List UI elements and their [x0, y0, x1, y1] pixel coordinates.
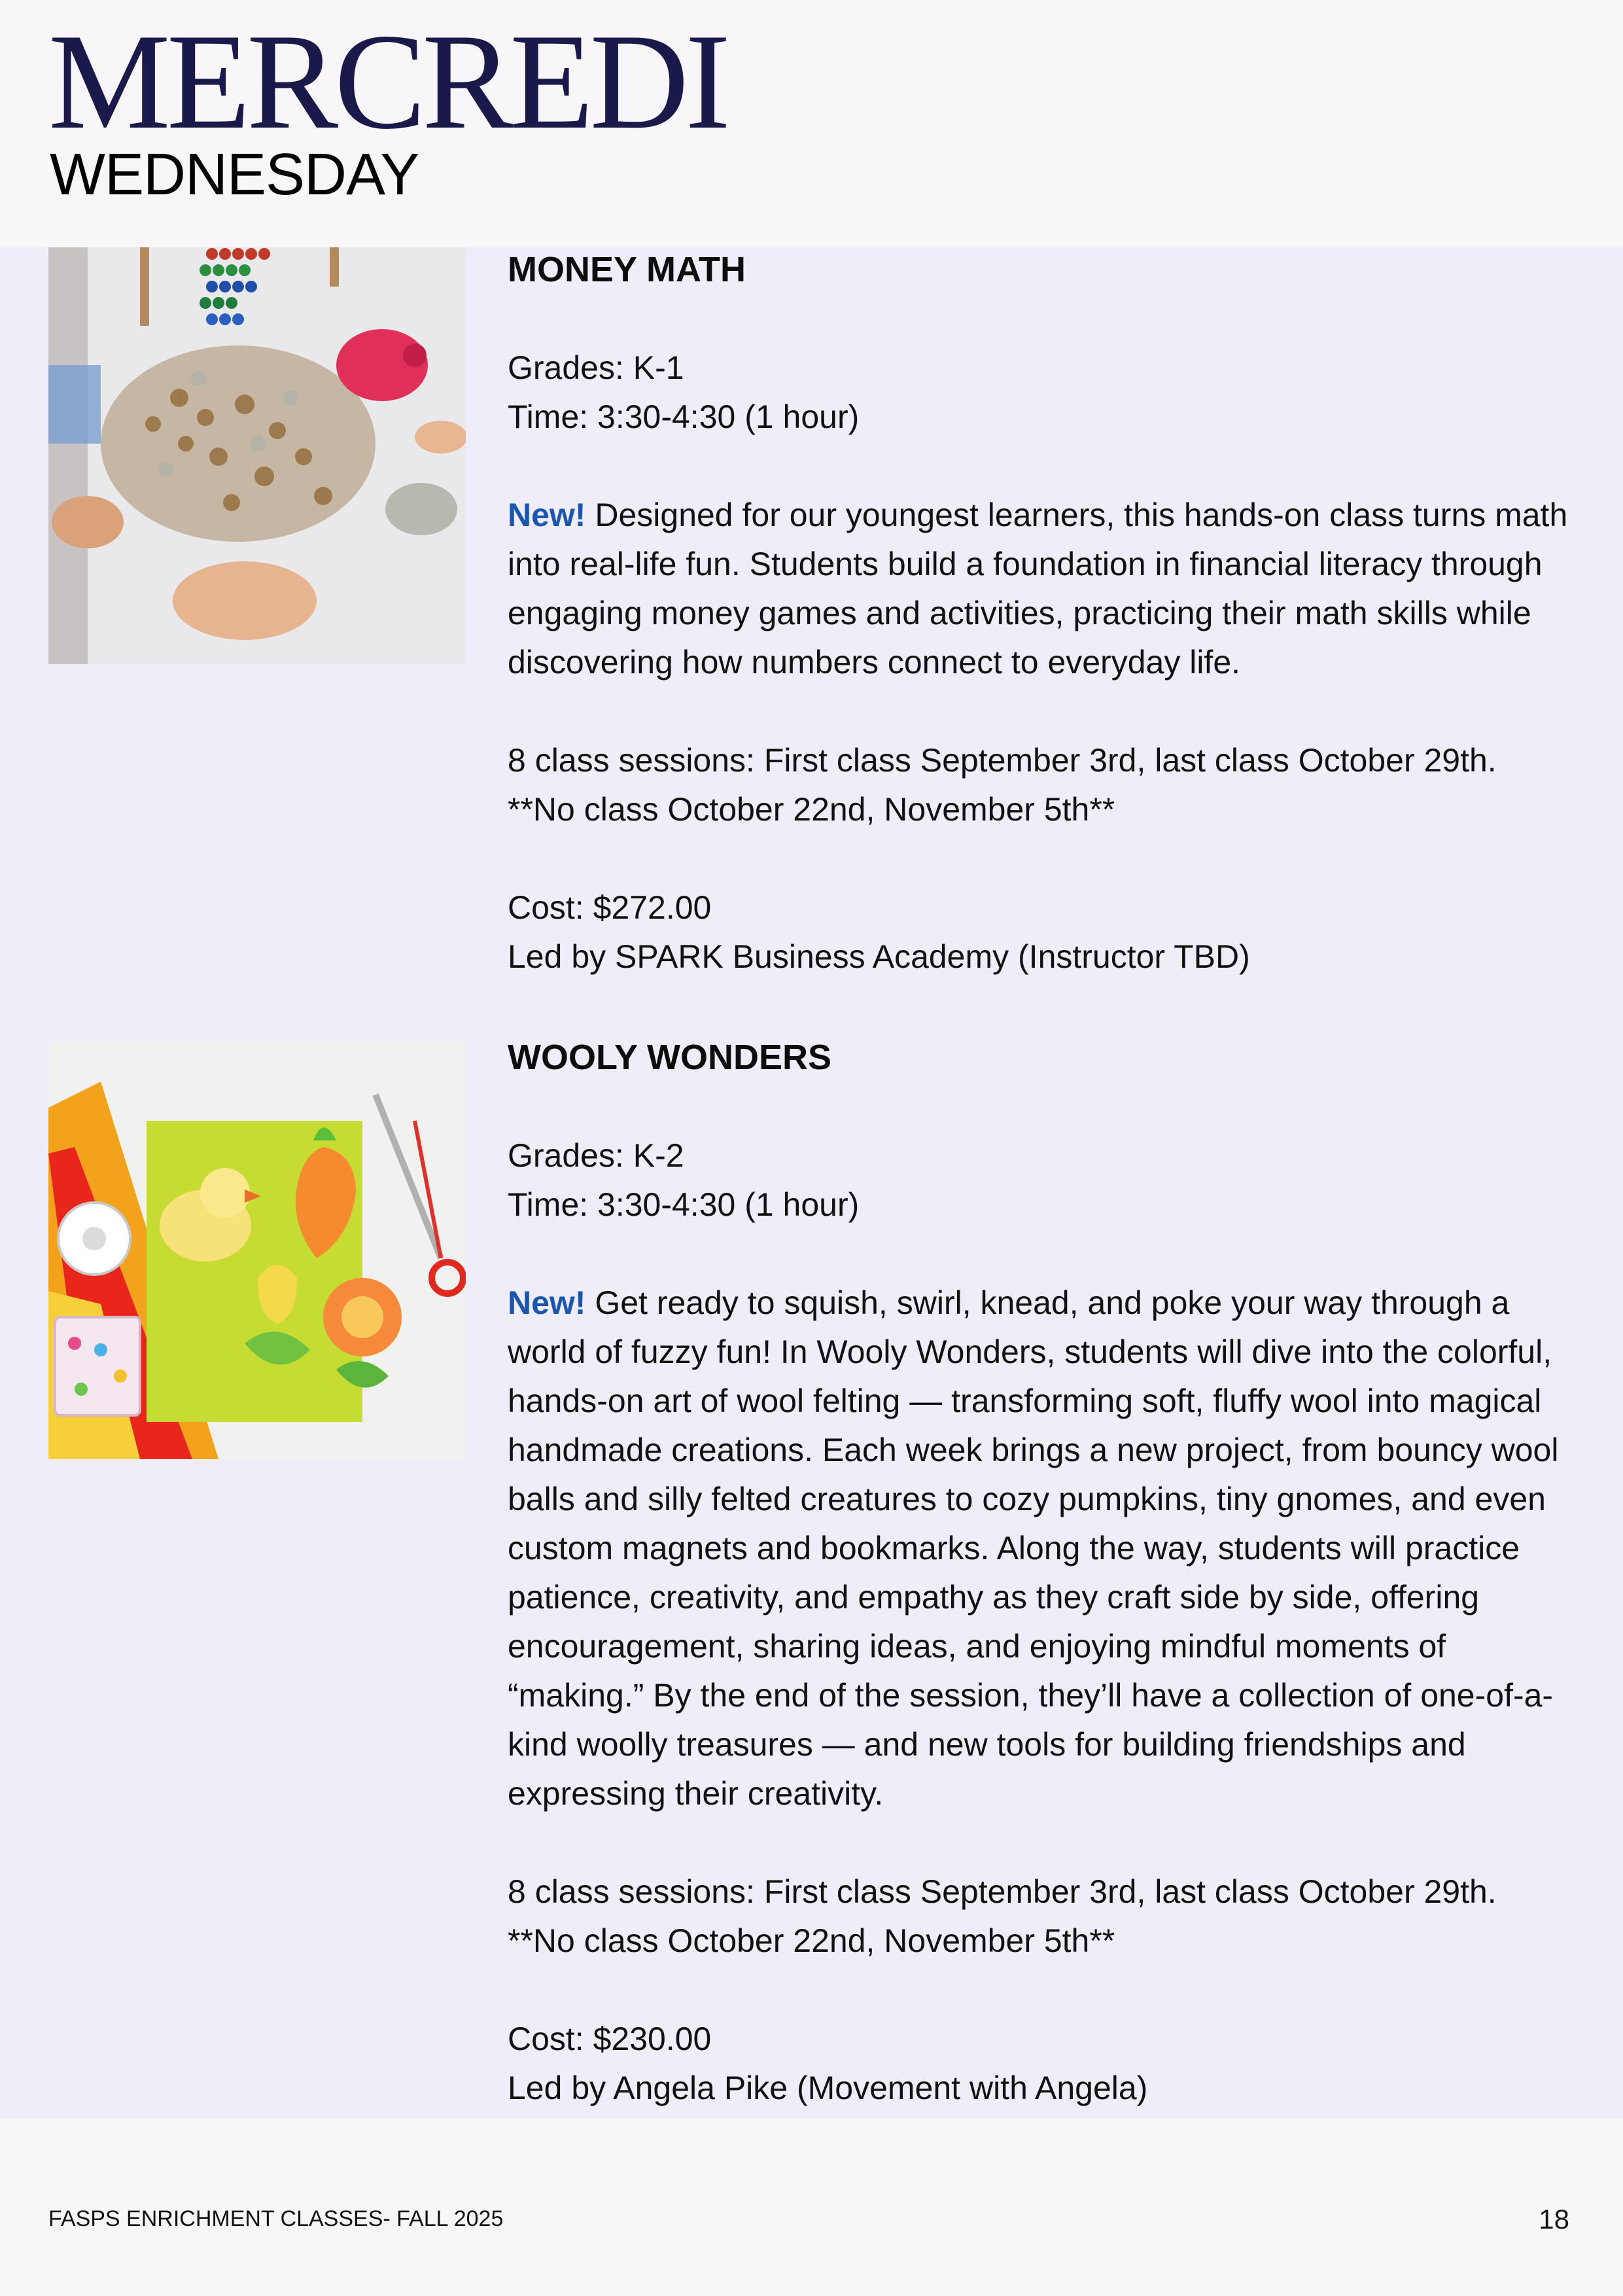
course-title: MONEY MATH — [508, 250, 746, 289]
page-header — [0, 0, 1623, 247]
course-money-math — [508, 245, 1587, 981]
course-wooly-wonders — [508, 1033, 1587, 2113]
course-instructor: Led by SPARK Business Academy (Instructor TBD) — [508, 938, 1250, 975]
course-title: WOOLY WONDERS — [508, 1038, 832, 1077]
description-text: Get ready to squish, swirl, knead, and poke your way through a world of fuzzy fun! In Wooly Wonders, students will dive into the colorful, hands-on art of wool felting — transforming soft, fluffy wool into magical handmade creations. Each week brings a new project, from bouncy wool balls and silly felted creatures to cozy pumpkins, tiny gnomes, and even custom magnets and bookmarks. Along the way, students will practice patience, creativity, and empathy as they craft side by side, offering encouragement, sharing ideas, and enjoying mindful moments of “making.” By the end of the session, they’ll have a collection of one-of-a-kind woolly treasures — and new tools for building friendships and expressing their creativity. — [508, 1284, 1559, 1812]
course-cost: Cost: $230.00 — [508, 2021, 712, 2057]
course-cost: Cost: $272.00 — [508, 889, 712, 926]
course-grades: Grades: K-1 — [508, 349, 684, 386]
new-label: New! — [508, 497, 586, 533]
coins-abacus-icon — [48, 247, 466, 664]
course-time: Time: 3:30-4:30 (1 hour) — [508, 1186, 860, 1223]
money-math-photo — [48, 247, 466, 664]
page-title-french: MERCREDI — [48, 6, 727, 158]
course-no-class: **No class October 22nd, November 5th** — [508, 791, 1115, 828]
page-number: 18 — [1539, 2204, 1569, 2234]
course-instructor: Led by Angela Pike (Movement with Angela) — [508, 2070, 1148, 2106]
course-grades: Grades: K-2 — [508, 1137, 684, 1174]
course-no-class: **No class October 22nd, November 5th** — [508, 1922, 1115, 1959]
new-label: New! — [508, 1284, 586, 1321]
course-sessions: 8 class sessions: First class September 3rd, last class October 29th. — [508, 742, 1497, 779]
course-sessions: 8 class sessions: First class September 3rd, last class October 29th. — [508, 1873, 1497, 1910]
course-time: Time: 3:30-4:30 (1 hour) — [508, 398, 860, 435]
wooly-wonders-photo — [48, 1042, 466, 1459]
footer-document-title: FASPS ENRICHMENT CLASSES- FALL 2025 — [48, 2206, 504, 2231]
course-description — [508, 491, 1587, 687]
felt-crafts-icon — [48, 1042, 466, 1459]
course-description — [508, 1279, 1587, 1818]
description-text: Designed for our youngest learners, this hands-on class turns math into real-life fun. Students build a foundation in financial literacy through engaging money games and activities, practicing their math skills while discovering how numbers connect to everyday life. — [508, 497, 1568, 680]
page-title-english: WEDNESDAY — [50, 142, 419, 207]
